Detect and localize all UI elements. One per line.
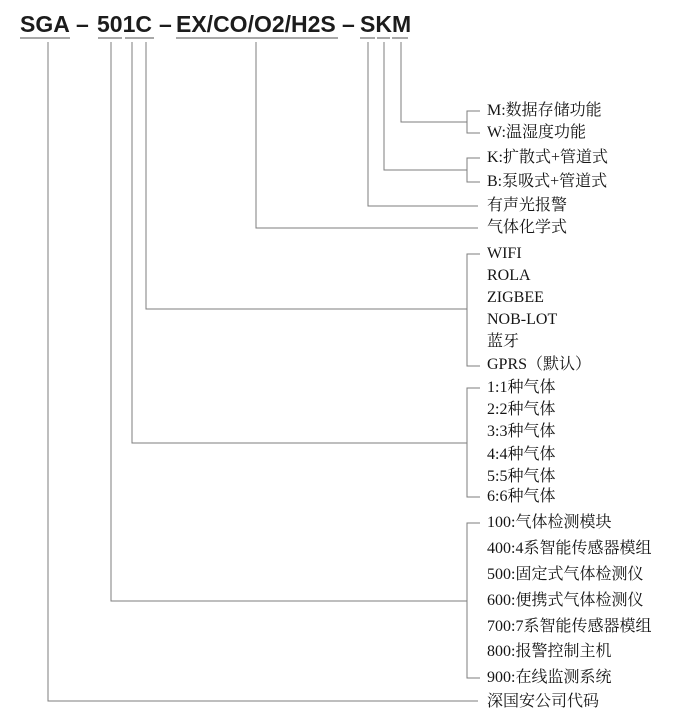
connector-sga-company-code — [48, 42, 478, 701]
connector-series-code — [111, 42, 467, 601]
bracket-kb — [467, 158, 480, 182]
label-gas-count-4: 4:4种气体 — [487, 446, 556, 463]
label-gas-count-3: 3:3种气体 — [487, 423, 556, 440]
label-series-900: 900:在线监测系统 — [487, 669, 612, 686]
label-k-diffusion-duct: K:扩散式+管道式 — [487, 149, 609, 166]
label-nob-lot: NOB-LOT — [487, 311, 558, 328]
model-code-dash: – — [342, 11, 355, 37]
bracket-series — [467, 523, 480, 678]
label-series-700: 700:7系智能传感器模组 — [487, 618, 652, 635]
connector-gas-formula — [256, 42, 478, 228]
label-series-400: 400:4系智能传感器模组 — [487, 540, 652, 557]
label-bluetooth: 蓝牙 — [487, 333, 520, 350]
label-gas-chemical-formula: 气体化学式 — [487, 219, 568, 236]
label-series-100: 100:气体检测模块 — [487, 514, 612, 531]
bracket-mw — [467, 111, 480, 133]
underline-series-50 — [98, 37, 122, 39]
connector-gas-count — [132, 42, 467, 443]
label-zigbee: ZIGBEE — [487, 289, 544, 306]
label-gas-count-5: 5:5种气体 — [487, 468, 556, 485]
connector-storage-function — [401, 42, 467, 122]
label-rola: ROLA — [487, 267, 531, 284]
bracket-comm — [467, 254, 480, 366]
bracket-gas-count — [467, 388, 480, 497]
label-m-data-storage: M:数据存储功能 — [487, 102, 602, 119]
underline-sga — [20, 37, 70, 39]
underline-comm-c — [138, 37, 154, 39]
label-wifi: WIFI — [487, 245, 522, 262]
connector-sampling-mode — [384, 42, 467, 170]
underline-alarm-s — [360, 37, 375, 39]
label-gas-count-1: 1:1种气体 — [487, 379, 556, 396]
model-code-series-segment: 501C — [97, 11, 152, 37]
model-code-dash: – — [159, 11, 172, 37]
label-series-500: 500:固定式气体检测仪 — [487, 566, 644, 583]
label-b-pump-duct: B:泵吸式+管道式 — [487, 173, 608, 190]
label-company-code: 深国安公司代码 — [487, 693, 600, 710]
label-series-800: 800:报警控制主机 — [487, 643, 612, 660]
model-code-dash: – — [76, 11, 89, 37]
connector-communication — [146, 42, 467, 309]
label-sound-light-alarm: 有声光报警 — [487, 197, 568, 214]
model-code-gases-segment: EX/CO/O2/H2S — [176, 11, 336, 37]
model-code-suffix-segment: SKM — [360, 11, 412, 37]
underline-storage-m — [392, 37, 408, 39]
label-w-temp-humidity: W:温湿度功能 — [487, 124, 586, 141]
label-series-600: 600:便携式气体检测仪 — [487, 592, 644, 609]
label-gas-count-6: 6:6种气体 — [487, 488, 556, 505]
model-code-company-segment: SGA — [20, 11, 70, 37]
underline-gas-formula — [176, 37, 338, 39]
label-gprs-default: GPRS（默认） — [487, 356, 592, 373]
underline-sampling-k — [377, 37, 390, 39]
label-gas-count-2: 2:2种气体 — [487, 401, 556, 418]
